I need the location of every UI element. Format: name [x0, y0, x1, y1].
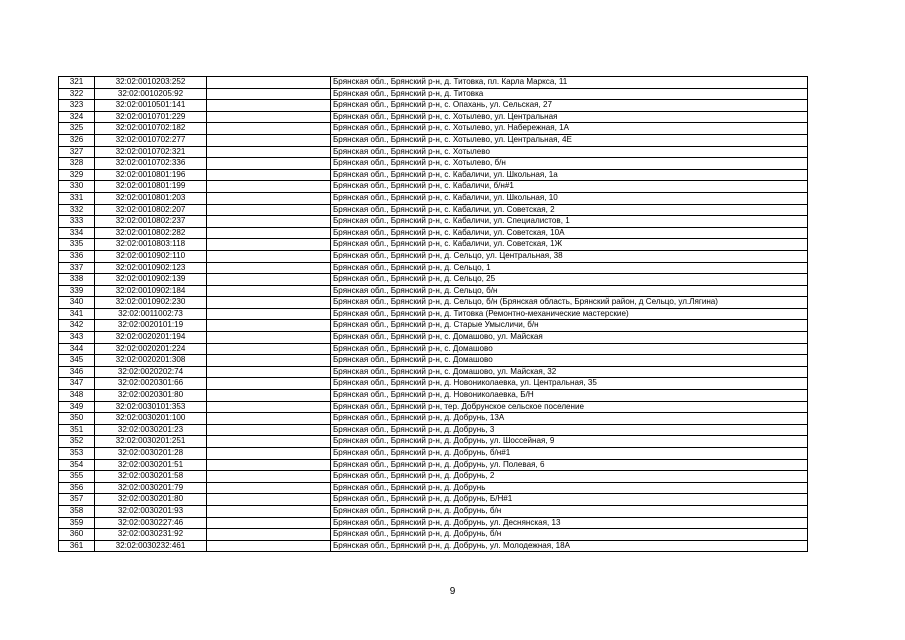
address-cell: Брянская обл., Брянский р-н, с. Кабаличи, ул. Школьная, 10 [331, 192, 808, 204]
cadastral-number-cell: 32:02:0010205:92 [95, 88, 207, 100]
cadastral-number-cell: 32:02:0030101:353 [95, 401, 207, 413]
empty-cell [207, 100, 331, 112]
address-cell: Брянская обл., Брянский р-н, с. Кабаличи, ул. Школьная, 1а [331, 169, 808, 181]
address-cell: Брянская обл., Брянский р-н, с. Домашово [331, 343, 808, 355]
row-number-cell: 357 [59, 494, 95, 506]
cadastral-number-cell: 32:02:0020202:74 [95, 366, 207, 378]
table-row [59, 274, 808, 286]
row-number-cell: 323 [59, 100, 95, 112]
empty-cell [207, 123, 331, 135]
row-number-cell: 333 [59, 216, 95, 228]
row-number-cell: 346 [59, 366, 95, 378]
cadastral-number-cell: 32:02:0020301:80 [95, 390, 207, 402]
address-cell: Брянская обл., Брянский р-н, д. Добрунь, 2 [331, 471, 808, 483]
cadastral-number-cell: 32:02:0010801:203 [95, 192, 207, 204]
empty-cell [207, 320, 331, 332]
row-number-cell: 325 [59, 123, 95, 135]
row-number-cell: 324 [59, 111, 95, 123]
cadastral-number-cell: 32:02:0030201:100 [95, 413, 207, 425]
address-cell: Брянская обл., Брянский р-н, с. Кабаличи, ул. Советская, 10А [331, 227, 808, 239]
empty-cell [207, 505, 331, 517]
empty-cell [207, 529, 331, 541]
address-cell: Брянская обл., Брянский р-н, д. Добрунь, 3 [331, 424, 808, 436]
cadastral-number-cell: 32:02:0020201:224 [95, 343, 207, 355]
address-cell: Брянская обл., Брянский р-н, с. Хотылево [331, 146, 808, 158]
cadastral-number-cell: 32:02:0010801:196 [95, 169, 207, 181]
cadastral-number-cell: 32:02:0030201:28 [95, 448, 207, 460]
row-number-cell: 327 [59, 146, 95, 158]
address-cell: Брянская обл., Брянский р-н, д. Сельцо, ул. Центральная, 38 [331, 250, 808, 262]
address-cell: Брянская обл., Брянский р-н, с. Хотылево, ул. Центральная, 4Е [331, 134, 808, 146]
table-row [59, 285, 808, 297]
table-row [59, 181, 808, 193]
address-cell: Брянская обл., Брянский р-н, д. Сельцо, 1 [331, 262, 808, 274]
row-number-cell: 360 [59, 529, 95, 541]
address-cell: Брянская обл., Брянский р-н, с. Хотылево, б/н [331, 158, 808, 170]
row-number-cell: 330 [59, 181, 95, 193]
table-row [59, 355, 808, 367]
address-cell: Брянская обл., Брянский р-н, д. Добрунь, б/н [331, 505, 808, 517]
address-cell: Брянская обл., Брянский р-н, с. Кабаличи, ул. Специалистов, 1 [331, 216, 808, 228]
cadastral-number-cell: 32:02:0010902:184 [95, 285, 207, 297]
table-row [59, 77, 808, 89]
empty-cell [207, 378, 331, 390]
cadastral-number-cell: 32:02:0030201:93 [95, 505, 207, 517]
table-row [59, 413, 808, 425]
table-row [59, 308, 808, 320]
cadastral-number-cell: 32:02:0010701:229 [95, 111, 207, 123]
empty-cell [207, 343, 331, 355]
empty-cell [207, 366, 331, 378]
cadastral-number-cell: 32:02:0030201:51 [95, 459, 207, 471]
cadastral-number-cell: 32:02:0010902:110 [95, 250, 207, 262]
empty-cell [207, 390, 331, 402]
table-row [59, 146, 808, 158]
cadastral-number-cell: 32:02:0010702:277 [95, 134, 207, 146]
address-cell: Брянская обл., Брянский р-н, д. Титовка [331, 88, 808, 100]
cadastral-number-cell: 32:02:0010902:230 [95, 297, 207, 309]
cadastral-number-cell: 32:02:0030232:461 [95, 540, 207, 552]
cadastral-number-cell: 32:02:0011002:73 [95, 308, 207, 320]
table-row [59, 540, 808, 552]
cadastral-number-cell: 32:02:0010702:321 [95, 146, 207, 158]
table-row [59, 204, 808, 216]
property-table-body [59, 77, 808, 552]
cadastral-number-cell: 32:02:0010902:123 [95, 262, 207, 274]
row-number-cell: 331 [59, 192, 95, 204]
table-row [59, 239, 808, 251]
empty-cell [207, 216, 331, 228]
table-row [59, 378, 808, 390]
empty-cell [207, 482, 331, 494]
table-row [59, 436, 808, 448]
empty-cell [207, 355, 331, 367]
address-cell: Брянская обл., Брянский р-н, с. Домашово [331, 355, 808, 367]
address-cell: Брянская обл., Брянский р-н, д. Добрунь, ул. Деснянская, 13 [331, 517, 808, 529]
empty-cell [207, 250, 331, 262]
table-row [59, 320, 808, 332]
row-number-cell: 349 [59, 401, 95, 413]
empty-cell [207, 204, 331, 216]
row-number-cell: 344 [59, 343, 95, 355]
cadastral-number-cell: 32:02:0020201:308 [95, 355, 207, 367]
row-number-cell: 337 [59, 262, 95, 274]
table-row [59, 482, 808, 494]
cadastral-number-cell: 32:02:0030201:80 [95, 494, 207, 506]
address-cell: Брянская обл., Брянский р-н, д. Сельцо, б/н (Брянская область, Брянский район, д Сельцо, ул.Лягина) [331, 297, 808, 309]
empty-cell [207, 146, 331, 158]
cadastral-number-cell: 32:02:0010802:207 [95, 204, 207, 216]
page-number: 9 [449, 586, 456, 597]
row-number-cell: 350 [59, 413, 95, 425]
table-row [59, 262, 808, 274]
empty-cell [207, 77, 331, 89]
cadastral-number-cell: 32:02:0010702:336 [95, 158, 207, 170]
cadastral-number-cell: 32:02:0020301:66 [95, 378, 207, 390]
empty-cell [207, 459, 331, 471]
row-number-cell: 354 [59, 459, 95, 471]
table-row [59, 250, 808, 262]
empty-cell [207, 227, 331, 239]
empty-cell [207, 471, 331, 483]
row-number-cell: 345 [59, 355, 95, 367]
row-number-cell: 351 [59, 424, 95, 436]
row-number-cell: 356 [59, 482, 95, 494]
table-row [59, 505, 808, 517]
address-cell: Брянская обл., Брянский р-н, с. Хотылево, ул. Центральная [331, 111, 808, 123]
cadastral-number-cell: 32:02:0010802:282 [95, 227, 207, 239]
cadastral-number-cell: 32:02:0010802:237 [95, 216, 207, 228]
table-row [59, 227, 808, 239]
table-row [59, 134, 808, 146]
address-cell: Брянская обл., Брянский р-н, д. Добрунь, 13А [331, 413, 808, 425]
row-number-cell: 342 [59, 320, 95, 332]
row-number-cell: 334 [59, 227, 95, 239]
table-row [59, 123, 808, 135]
empty-cell [207, 88, 331, 100]
table-row [59, 494, 808, 506]
address-cell: Брянская обл., Брянский р-н, д. Добрунь, Б/Н#1 [331, 494, 808, 506]
address-cell: Брянская обл., Брянский р-н, д. Добрунь, б/н#1 [331, 448, 808, 460]
table-row [59, 517, 808, 529]
row-number-cell: 358 [59, 505, 95, 517]
empty-cell [207, 332, 331, 344]
address-cell: Брянская обл., Брянский р-н, д. Новониколаевка, Б/Н [331, 390, 808, 402]
cadastral-number-cell: 32:02:0030201:79 [95, 482, 207, 494]
row-number-cell: 341 [59, 308, 95, 320]
row-number-cell: 347 [59, 378, 95, 390]
address-cell: Брянская обл., Брянский р-н, д. Сельцо, 25 [331, 274, 808, 286]
address-cell: Брянская обл., Брянский р-н, д. Добрунь, ул. Молодежная, 18А [331, 540, 808, 552]
table-row [59, 100, 808, 112]
empty-cell [207, 134, 331, 146]
cadastral-number-cell: 32:02:0030201:58 [95, 471, 207, 483]
table-row [59, 169, 808, 181]
empty-cell [207, 239, 331, 251]
address-cell: Брянская обл., Брянский р-н, д. Добрунь, ул. Шоссейная, 9 [331, 436, 808, 448]
table-row [59, 401, 808, 413]
empty-cell [207, 413, 331, 425]
table-row [59, 448, 808, 460]
empty-cell [207, 436, 331, 448]
table-row [59, 459, 808, 471]
table-row [59, 192, 808, 204]
property-table [58, 76, 808, 552]
cadastral-number-cell: 32:02:0030231:92 [95, 529, 207, 541]
table-row [59, 297, 808, 309]
empty-cell [207, 517, 331, 529]
empty-cell [207, 169, 331, 181]
empty-cell [207, 262, 331, 274]
address-cell: Брянская обл., Брянский р-н, д. Титовка (Ремонтно-механические мастерские) [331, 308, 808, 320]
cadastral-number-cell: 32:02:0010203:252 [95, 77, 207, 89]
empty-cell [207, 274, 331, 286]
table-row [59, 216, 808, 228]
row-number-cell: 335 [59, 239, 95, 251]
empty-cell [207, 158, 331, 170]
cadastral-number-cell: 32:02:0030201:251 [95, 436, 207, 448]
empty-cell [207, 192, 331, 204]
cadastral-number-cell: 32:02:0030227:46 [95, 517, 207, 529]
cadastral-number-cell: 32:02:0010702:182 [95, 123, 207, 135]
cadastral-number-cell: 32:02:0020101:19 [95, 320, 207, 332]
empty-cell [207, 308, 331, 320]
address-cell: Брянская обл., Брянский р-н, с. Домашово, ул. Майская, 32 [331, 366, 808, 378]
address-cell: Брянская обл., Брянский р-н, д. Старые Умысличи, б/н [331, 320, 808, 332]
cadastral-number-cell: 32:02:0010803:118 [95, 239, 207, 251]
address-cell: Брянская обл., Брянский р-н, с. Хотылево, ул. Набережная, 1А [331, 123, 808, 135]
table-row [59, 424, 808, 436]
row-number-cell: 359 [59, 517, 95, 529]
table-row [59, 88, 808, 100]
cadastral-number-cell: 32:02:0020201:194 [95, 332, 207, 344]
address-cell: Брянская обл., Брянский р-н, с. Кабаличи, ул. Советская, 1Ж [331, 239, 808, 251]
empty-cell [207, 494, 331, 506]
address-cell: Брянская обл., Брянский р-н, д. Добрунь, ул. Полевая, 6 [331, 459, 808, 471]
cadastral-number-cell: 32:02:0010501:141 [95, 100, 207, 112]
table-row [59, 332, 808, 344]
row-number-cell: 332 [59, 204, 95, 216]
row-number-cell: 353 [59, 448, 95, 460]
table-row [59, 529, 808, 541]
cadastral-number-cell: 32:02:0010902:139 [95, 274, 207, 286]
row-number-cell: 361 [59, 540, 95, 552]
table-row [59, 471, 808, 483]
row-number-cell: 338 [59, 274, 95, 286]
table-row [59, 366, 808, 378]
address-cell: Брянская обл., Брянский р-н, д. Титовка, пл. Карла Маркса, 11 [331, 77, 808, 89]
empty-cell [207, 181, 331, 193]
address-cell: Брянская обл., Брянский р-н, с. Кабаличи, б/н#1 [331, 181, 808, 193]
row-number-cell: 340 [59, 297, 95, 309]
address-cell: Брянская обл., Брянский р-н, с. Домашово, ул. Майская [331, 332, 808, 344]
table-row [59, 158, 808, 170]
row-number-cell: 336 [59, 250, 95, 262]
row-number-cell: 329 [59, 169, 95, 181]
row-number-cell: 343 [59, 332, 95, 344]
empty-cell [207, 111, 331, 123]
empty-cell [207, 285, 331, 297]
empty-cell [207, 297, 331, 309]
address-cell: Брянская обл., Брянский р-н, тер. Добрунское сельское поселение [331, 401, 808, 413]
row-number-cell: 352 [59, 436, 95, 448]
row-number-cell: 355 [59, 471, 95, 483]
empty-cell [207, 540, 331, 552]
table-row [59, 343, 808, 355]
row-number-cell: 326 [59, 134, 95, 146]
address-cell: Брянская обл., Брянский р-н, с. Опахань, ул. Сельская, 27 [331, 100, 808, 112]
address-cell: Брянская обл., Брянский р-н, д. Добрунь [331, 482, 808, 494]
address-cell: Брянская обл., Брянский р-н, д. Сельцо, б/н [331, 285, 808, 297]
address-cell: Брянская обл., Брянский р-н, с. Кабаличи, ул. Советская, 2 [331, 204, 808, 216]
cadastral-number-cell: 32:02:0010801:199 [95, 181, 207, 193]
empty-cell [207, 424, 331, 436]
table-row [59, 390, 808, 402]
address-cell: Брянская обл., Брянский р-н, д. Новониколаевка, ул. Центральная, 35 [331, 378, 808, 390]
empty-cell [207, 448, 331, 460]
row-number-cell: 328 [59, 158, 95, 170]
row-number-cell: 348 [59, 390, 95, 402]
row-number-cell: 322 [59, 88, 95, 100]
cadastral-number-cell: 32:02:0030201:23 [95, 424, 207, 436]
address-cell: Брянская обл., Брянский р-н, д. Добрунь, б/н [331, 529, 808, 541]
table-row [59, 111, 808, 123]
row-number-cell: 321 [59, 77, 95, 89]
row-number-cell: 339 [59, 285, 95, 297]
empty-cell [207, 401, 331, 413]
